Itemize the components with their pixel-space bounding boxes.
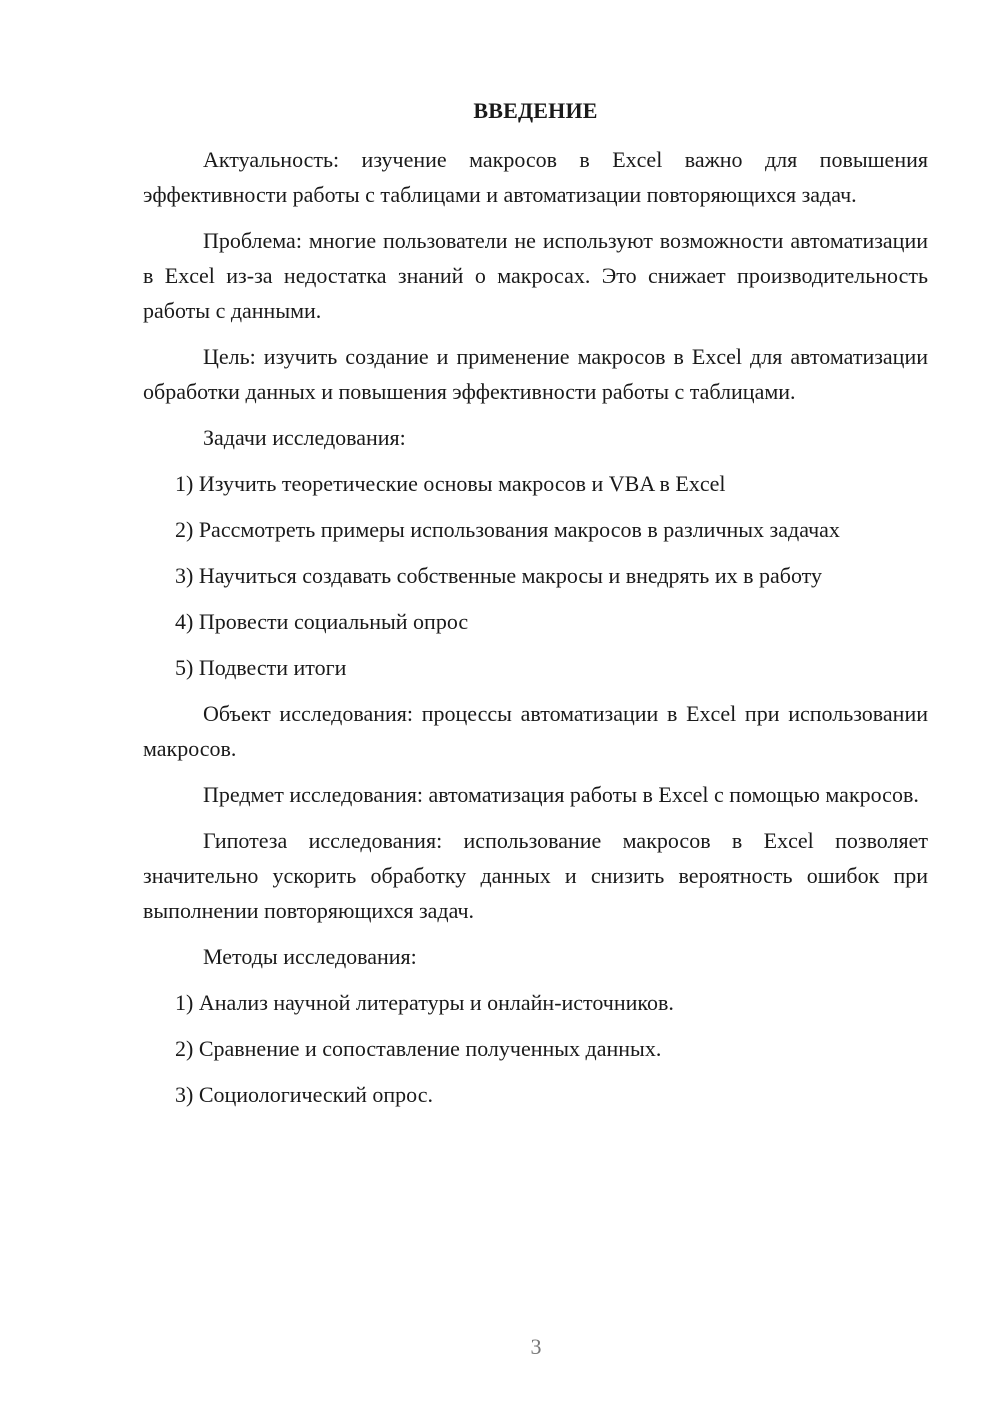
document-body (143, 142, 928, 1123)
paragraph-problem: Проблема: многие пользователи не используют возможности автоматизации в Excel из-за недостатка знаний о макросах. Это снижает производительность работы с данными. (143, 228, 928, 323)
task-item-5: 5) Подвести итоги (175, 655, 347, 680)
section-title: ВВЕДЕНИЕ (473, 98, 598, 123)
paragraph-hypothesis: Гипотеза исследования: использование макросов в Excel позволяет значительно ускорить обработку данных и снизить вероятность ошибок при выполнении повторяющихся задач. (143, 828, 928, 923)
method-item-1: 1) Анализ научной литературы и онлайн-источников. (175, 990, 674, 1015)
method-item-2: 2) Сравнение и сопоставление полученных данных. (175, 1036, 662, 1061)
paragraph-methods-heading: Методы исследования: (203, 944, 417, 969)
task-item-1: 1) Изучить теоретические основы макросов и VBA в Excel (175, 471, 726, 496)
method-item-3: 3) Социологический опрос. (175, 1082, 433, 1107)
paragraph-goal: Цель: изучить создание и применение макросов в Excel для автоматизации обработки данных и повышения эффективности работы с таблицами. (143, 344, 928, 404)
task-item-2: 2) Рассмотреть примеры использования макросов в различных задачах (175, 517, 840, 542)
paragraph-subject: Предмет исследования: автоматизация работы в Excel с помощью макросов. (203, 782, 919, 807)
task-item-4: 4) Провести социальный опрос (175, 609, 469, 634)
paragraph-object: Объект исследования: процессы автоматизации в Excel при использовании макросов. (143, 701, 928, 761)
paragraph-relevance: Актуальность: изучение макросов в Excel важно для повышения эффективности работы с таблицами и автоматизации повторяющихся задач. (143, 147, 928, 207)
task-item-3: 3) Научиться создавать собственные макросы и внедрять их в работу (175, 563, 822, 588)
paragraph-tasks-heading: Задачи исследования: (203, 425, 406, 450)
page-number: 3 (530, 1334, 542, 1359)
